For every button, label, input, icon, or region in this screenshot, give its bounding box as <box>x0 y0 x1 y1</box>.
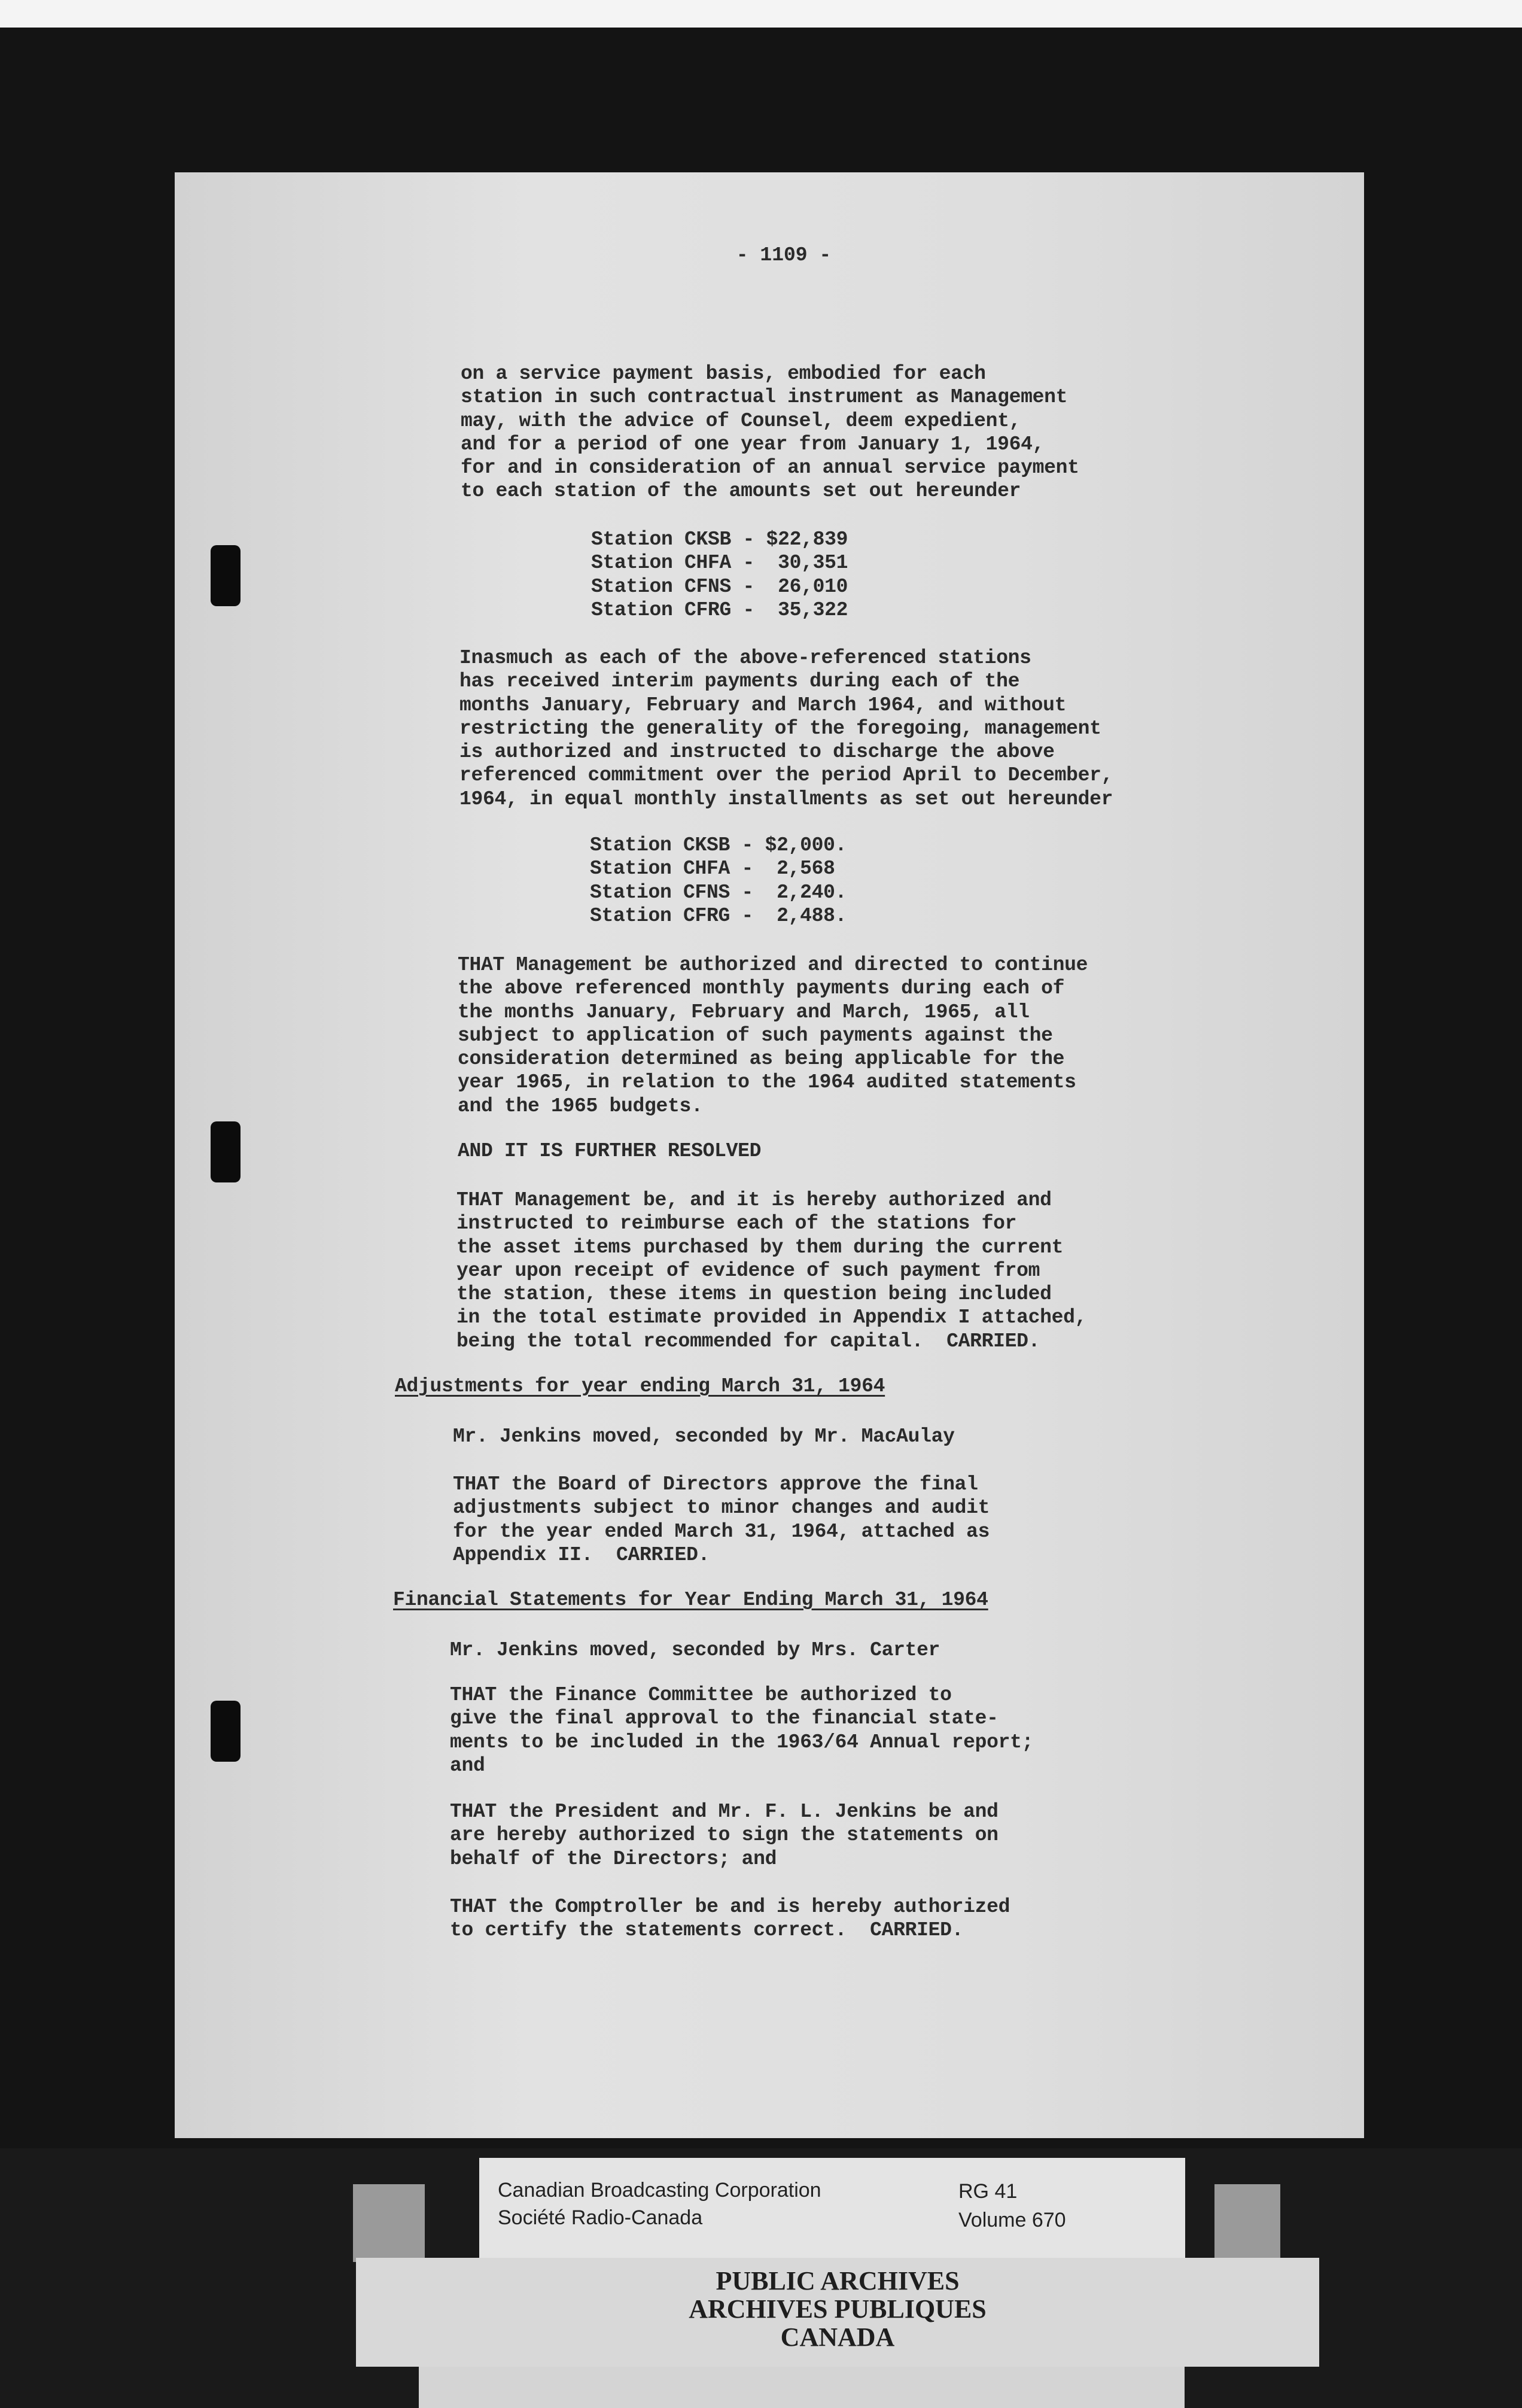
text-line: referenced commitment over the period April to December, <box>459 764 1113 787</box>
text-line: Appendix II. CARRIED. <box>453 1543 710 1566</box>
label-org-english: Canadian Broadcasting Corporation <box>498 2179 821 2202</box>
binder-hole <box>211 1121 241 1182</box>
payment-row <box>590 904 847 928</box>
text-line: for and in consideration of an annual service payment <box>461 457 1079 479</box>
payment-amount: 2,568 <box>765 858 835 880</box>
text-line: and the 1965 budgets. <box>458 1094 703 1117</box>
text-line: restricting the generality of the foregoing, management <box>459 717 1101 740</box>
text-line: THAT the Finance Committee be authorized to <box>450 1684 952 1706</box>
resolution-adjustments <box>453 1473 990 1567</box>
text-line: instructed to reimburse each of the stations for <box>456 1212 1017 1235</box>
payment-row <box>590 857 847 880</box>
text-line: to certify the statements correct. CARRIED. <box>450 1919 964 1942</box>
text-line: and <box>450 1754 485 1777</box>
text-line: may, with the advice of Counsel, deem expedient, <box>461 409 1021 432</box>
stamp-archives-publiques: ARCHIVES PUBLIQUES <box>689 2294 987 2324</box>
page-number: - 1109 - <box>736 244 832 266</box>
monthly-payments-table <box>590 834 847 928</box>
payment-row <box>590 881 847 904</box>
text-line: adjustments subject to minor changes and audit <box>453 1497 990 1519</box>
text-line: 1964, in equal monthly installments as set out hereunder <box>459 788 1113 810</box>
text-line: year 1965, in relation to the 1964 audited statements <box>458 1071 1076 1094</box>
station-name: Station CKSB - <box>590 834 754 856</box>
section-heading-adjustments: Adjustments for year ending March 31, 1964 <box>395 1375 885 1397</box>
payment-amount: 2,240. <box>765 881 847 904</box>
text-line: year upon receipt of evidence of such payment from <box>456 1259 1040 1282</box>
label-record-group: RG 41 <box>958 2180 1018 2203</box>
paragraph-interim-payments <box>459 646 1113 811</box>
text-line: consideration determined as being applicable for the <box>458 1048 1065 1071</box>
station-name: Station CFNS - <box>590 881 754 904</box>
text-line: the months January, February and March, 1965, all <box>458 1001 1030 1023</box>
payment-row <box>591 528 848 551</box>
text-line: the station, these items in question being included <box>456 1283 1052 1306</box>
payment-amount: 35,322 <box>766 598 848 621</box>
payment-amount: 26,010 <box>766 575 848 598</box>
paragraph-service-payment <box>461 362 1079 503</box>
resolution-finance-committee <box>450 1683 1033 1777</box>
station-name: Station CKSB - <box>591 528 755 551</box>
text-line: being the total recommended for capital. CARRIED. <box>456 1330 1040 1352</box>
text-line: the asset items purchased by them during the current <box>456 1236 1064 1258</box>
paragraph-reimburse <box>456 1188 1086 1353</box>
text-line: THAT Management be, and it is hereby authorized and <box>456 1189 1052 1211</box>
resolution-sign-statements <box>450 1800 999 1871</box>
binder-hole <box>211 545 241 606</box>
payment-amount: $2,000. <box>765 834 847 856</box>
text-line: THAT Management be authorized and directed to continue <box>458 954 1088 976</box>
motion-line: Mr. Jenkins moved, seconded by Mr. MacAulay <box>453 1425 955 1448</box>
text-line: behalf of the Directors; and <box>450 1847 777 1870</box>
text-line: in the total estimate provided in Appendix I attached, <box>456 1306 1087 1329</box>
station-name: Station CHFA - <box>590 858 754 880</box>
payment-amount: $22,839 <box>766 528 848 551</box>
text-line: is authorized and instructed to discharge the above <box>459 741 1055 764</box>
payment-row <box>591 575 848 598</box>
station-name: Station CFRG - <box>591 598 755 621</box>
resolution-comptroller <box>450 1895 1010 1942</box>
archive-lower-band <box>419 2367 1185 2408</box>
text-line: THAT the Board of Directors approve the final <box>453 1473 978 1495</box>
binder-hole <box>211 1701 241 1762</box>
text-line: Inasmuch as each of the above-referenced stations <box>459 647 1031 669</box>
payment-amount: 30,351 <box>766 552 848 574</box>
text-line: the above referenced monthly payments during each of <box>458 977 1065 1000</box>
label-side-tab <box>353 2184 425 2262</box>
stamp-public-archives: PUBLIC ARCHIVES <box>716 2266 960 2295</box>
label-volume: Volume 670 <box>958 2209 1066 2231</box>
text-line: for the year ended March 31, 1964, attached as <box>453 1520 990 1543</box>
payment-row <box>591 551 848 574</box>
payment-row <box>591 598 848 622</box>
text-line: has received interim payments during each of the <box>459 670 1020 693</box>
text-line: subject to application of such payments against the <box>458 1024 1053 1047</box>
section-heading-financial-statements: Financial Statements for Year Ending March 31, 1964 <box>393 1589 988 1611</box>
text-line: are hereby authorized to sign the statements on <box>450 1824 999 1847</box>
payment-row <box>590 834 847 857</box>
station-name: Station CFRG - <box>590 904 754 927</box>
further-resolved-heading: AND IT IS FURTHER RESOLVED <box>458 1140 762 1162</box>
payment-amount: 2,488. <box>765 904 847 927</box>
station-name: Station CFNS - <box>591 575 755 598</box>
label-org-french: Société Radio-Canada <box>498 2206 703 2229</box>
text-line: THAT the President and Mr. F. L. Jenkins be and <box>450 1801 999 1823</box>
text-line: and for a period of one year from January 1, 1964, <box>461 433 1045 455</box>
station-name: Station CHFA - <box>591 552 755 574</box>
label-side-tab <box>1214 2184 1280 2262</box>
text-line: months January, February and March 1964, and without <box>459 694 1067 716</box>
paragraph-continue-payments <box>458 953 1088 1118</box>
film-frame-top-strip <box>0 0 1522 28</box>
motion-line: Mr. Jenkins moved, seconded by Mrs. Carter <box>450 1639 940 1661</box>
text-line: ments to be included in the 1963/64 Annual report; <box>450 1731 1034 1753</box>
stamp-canada: CANADA <box>780 2322 895 2352</box>
text-line: station in such contractual instrument as Management <box>461 386 1068 409</box>
text-line: THAT the Comptroller be and is hereby authorized <box>450 1896 1010 1918</box>
text-line: to each station of the amounts set out hereunder <box>461 480 1021 503</box>
text-line: on a service payment basis, embodied for each <box>461 363 986 385</box>
annual-payments-table <box>591 528 848 622</box>
text-line: give the final approval to the financial state- <box>450 1707 999 1730</box>
